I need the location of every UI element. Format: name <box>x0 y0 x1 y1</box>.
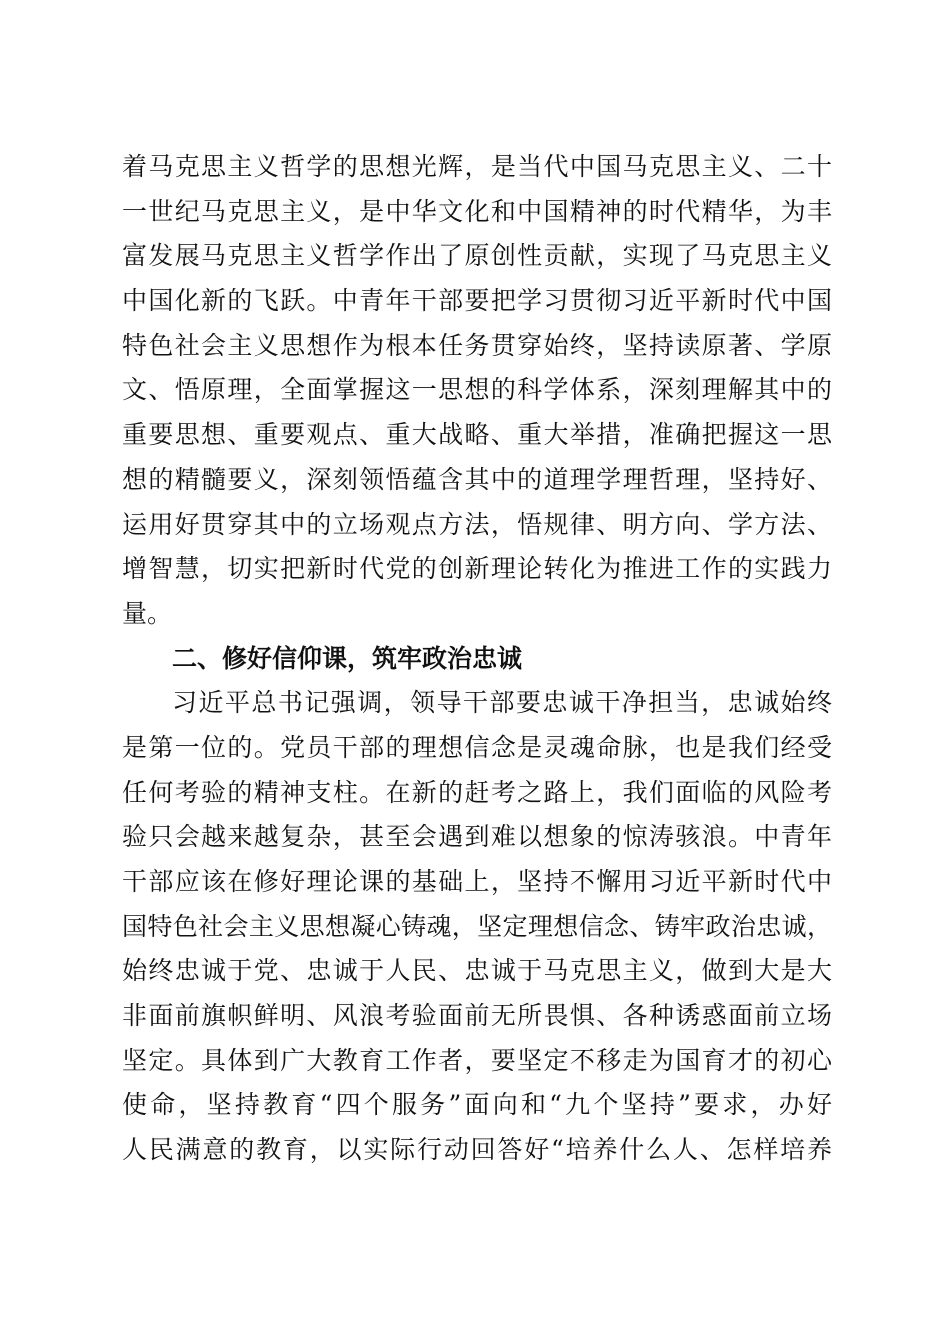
document-body <box>122 145 832 1173</box>
paragraph-line: 富发展马克思主义哲学作出了原创性贡献，实现了马克思主义 <box>122 241 832 271</box>
paragraph-line: 文、悟原理，全面掌握这一思想的科学体系，深刻理解其中的 <box>122 375 832 405</box>
paragraph-line: 非面前旗帜鲜明、风浪考验面前无所畏惧、各种诱惑面前立场 <box>122 1001 832 1031</box>
paragraph-faith <box>122 681 832 1173</box>
paragraph-line: 一世纪马克思主义，是中华文化和中国精神的时代精华，为丰 <box>122 196 832 226</box>
paragraph-line: 人民满意的教育，以实际行动回答好“培养什么人、怎样培养 <box>122 1135 832 1165</box>
section-heading: 二、修好信仰课，筑牢政治忠诚 <box>172 643 523 673</box>
paragraph-line: 习近平总书记强调，领导干部要忠诚干净担当，忠诚始终 <box>172 688 832 718</box>
paragraph-line: 国特色社会主义思想凝心铸魂，坚定理想信念、铸牢政治忠诚， <box>122 911 832 941</box>
paragraph-line: 增智慧，切实把新时代党的创新理论转化为推进工作的实践力 <box>122 554 832 584</box>
paragraph-line: 坚定。具体到广大教育工作者，要坚定不移走为国育才的初心 <box>122 1045 832 1075</box>
paragraph-line: 运用好贯穿其中的立场观点方法，悟规律、明方向、学方法、 <box>122 509 832 539</box>
paragraph-line: 始终忠诚于党、忠诚于人民、忠诚于马克思主义，做到大是大 <box>122 956 832 986</box>
paragraph-theory <box>122 145 832 637</box>
paragraph-line: 验只会越来越复杂，甚至会遇到难以想象的惊涛骇浪。中青年 <box>122 822 832 852</box>
paragraph-line: 重要思想、重要观点、重大战略、重大举措，准确把握这一思 <box>122 420 832 450</box>
paragraph-line: 任何考验的精神支柱。在新的赶考之路上，我们面临的风险考 <box>122 777 832 807</box>
paragraph-line: 量。 <box>122 598 173 628</box>
paragraph-line: 中国化新的飞跃。中青年干部要把学习贯彻习近平新时代中国 <box>122 286 832 316</box>
paragraph-line: 干部应该在修好理论课的基础上，坚持不懈用习近平新时代中 <box>122 867 832 896</box>
paragraph-line: 使命，坚持教育“四个服务”面向和“九个坚持”要求，办好 <box>122 1090 832 1120</box>
paragraph-line: 特色社会主义思想作为根本任务贯穿始终，坚持读原著、学原 <box>122 330 832 360</box>
paragraph-line: 想的精髓要义，深刻领悟蕴含其中的道理学理哲理，坚持好、 <box>122 464 832 494</box>
paragraph-line: 是第一位的。党员干部的理想信念是灵魂命脉，也是我们经受 <box>122 732 832 762</box>
paragraph-line: 着马克思主义哲学的思想光辉，是当代中国马克思主义、二十 <box>122 152 832 181</box>
